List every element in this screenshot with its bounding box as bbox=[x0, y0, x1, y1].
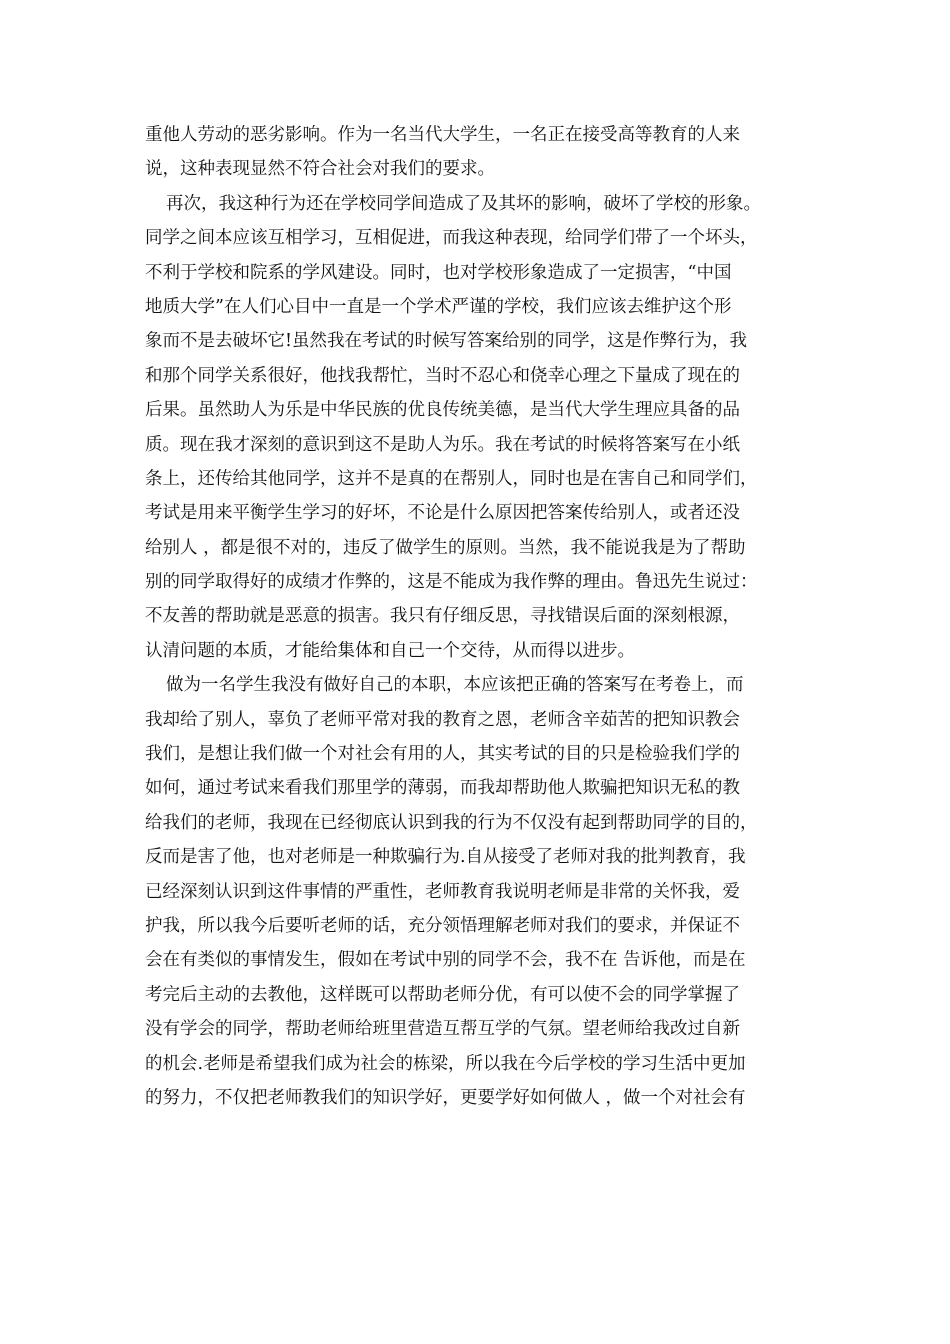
body-text bbox=[145, 118, 825, 1115]
text-line: 我却给了别人，辜负了老师平常对我的教育之恩，老师含辛茹苦的把知识教会 bbox=[145, 709, 740, 730]
text-line: 和那个同学关系很好，他找我帮忙，当时不忍心和侥幸心理之下量成了现在的 bbox=[145, 365, 740, 386]
text-line: 给别人 ，都是很不对的，违反了做学生的原则。当然，我不能说我是为了帮助 bbox=[145, 537, 746, 558]
text-line: 不利于学校和院系的学风建设。同时，也对学校形象造成了一定损害，“中国 bbox=[145, 262, 732, 283]
text-line: 的机会.老师是希望我们成为社会的栋梁，所以我在今后学校的学习生活中更加 bbox=[145, 1053, 746, 1074]
text-line: 后果。虽然助人为乐是中华民族的优良传统美德，是当代大学生理应具备的品 bbox=[145, 400, 740, 421]
paragraph-start-line: 做为一名学生我没有做好自己的本职，本应该把正确的答案写在考卷上，而 bbox=[166, 675, 744, 696]
text-line: 重他人劳动的恶劣影响。作为一名当代大学生，一名正在接受高等教育的人来 bbox=[145, 125, 740, 145]
text-line: 考试是用来平衡学生学习的好坏，不论是什么原因把答案传给别人，或者还没 bbox=[145, 503, 740, 524]
text-line: 反而是害了他，也对老师是一种欺骗行为.自从接受了老师对我的批判教育，我 bbox=[145, 847, 746, 868]
text-line: 说，这种表现显然不符合社会对我们的要求。 bbox=[145, 159, 495, 180]
text-line: 考完后主动的去教他，这样既可以帮助老师分优，有可以使不会的同学掌握了 bbox=[145, 984, 740, 1005]
text-line: 如何，通过考试来看我们那里学的薄弱，而我却帮助他人欺骗把知识无私的教 bbox=[145, 778, 740, 799]
text-line: 地质大学”在人们心目中一直是一个学术严谨的学校，我们应该去维护这个形 bbox=[145, 296, 732, 317]
text-line: 认清问题的本质，才能给集体和自己一个交待，从而得以进步。 bbox=[145, 640, 635, 661]
text-line: 给我们的老师，我现在已经彻底认识到我的行为不仅没有起到帮助同学的目的， bbox=[145, 812, 758, 833]
text-line: 质。现在我才深刻的意识到这不是助人为乐。我在考试的时候将答案写在小纸 bbox=[145, 434, 740, 455]
text-line: 没有学会的同学，帮助老师给班里营造互帮互学的气氛。望老师给我改过自新 bbox=[145, 1019, 740, 1040]
text-line: 条上，还传给其他同学，这并不是真的在帮别人，同时也是在害自己和同学们， bbox=[145, 468, 758, 489]
text-line: 不友善的帮助就是恶意的损害。我只有仔细反思，寻找错误后面的深刻根源， bbox=[145, 606, 740, 627]
text-line: 的努力，不仅把老师教我们的知识学好，更要学好如何做人 ，做一个对社会有 bbox=[145, 1087, 746, 1108]
text-line: 别的同学取得好的成绩才作弊的，这是不能成为我作弊的理由。鲁迅先生说过： bbox=[145, 572, 758, 593]
text-line: 会在有类似的事情发生，假如在考试中别的同学不会，我不在 告诉他，而是在 bbox=[145, 950, 746, 971]
text-line: 我们，是想让我们做一个对社会有用的人，其实考试的目的只是检验我们学的 bbox=[145, 744, 740, 765]
text-line: 同学之间本应该互相学习，互相促进，而我这种表现，给同学们带了一个坏头， bbox=[145, 228, 758, 249]
text-line: 象而不是去破坏它!虽然我在考试的时候写答案给别的同学，这是作弊行为，我 bbox=[145, 331, 748, 352]
text-line: 护我，所以我今后要听老师的话，充分领悟理解老师对我们的要求，并保证不 bbox=[145, 915, 740, 936]
paragraph-start-line: 再次，我这种行为还在学校同学间造成了及其坏的影响，破坏了学校的形象。 bbox=[166, 193, 761, 214]
text-line: 已经深刻认识到这件事情的严重性，老师教育我说明老师是非常的关怀我，爱 bbox=[145, 881, 740, 902]
